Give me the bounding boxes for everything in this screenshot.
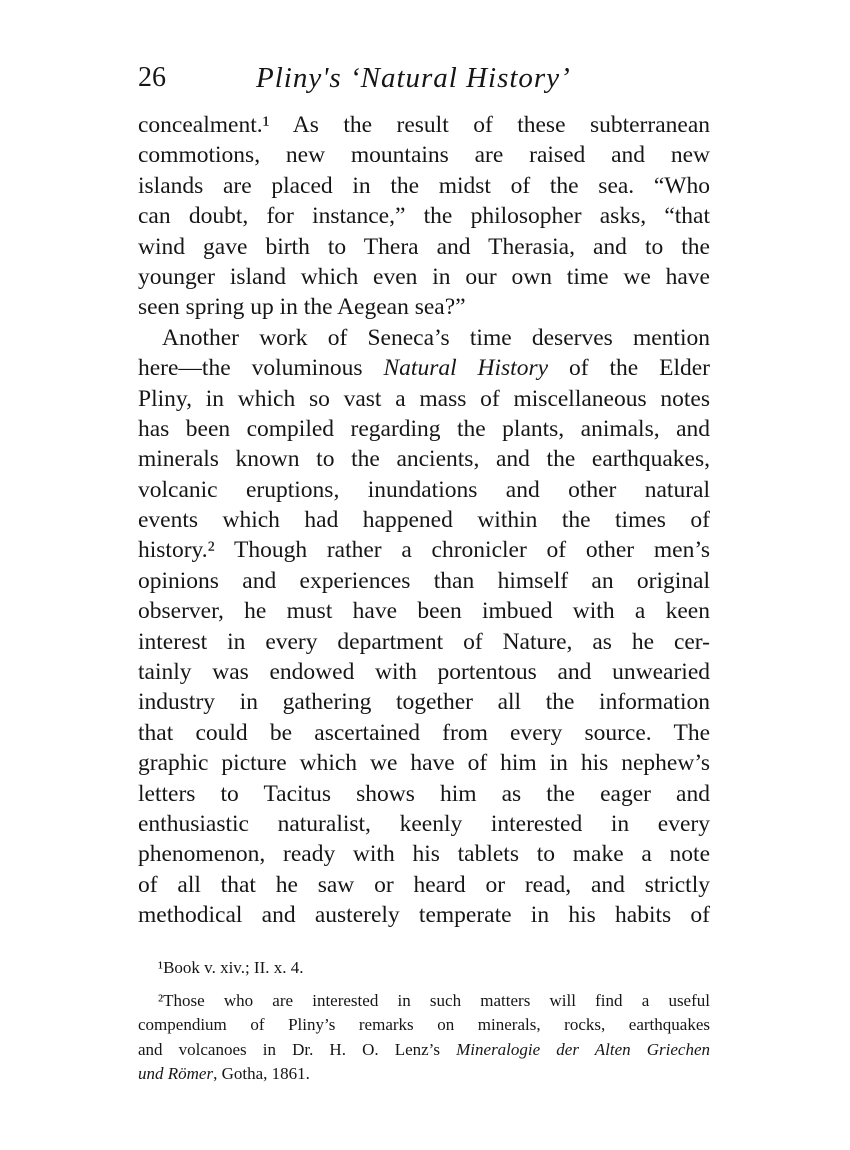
footnotes bbox=[138, 956, 710, 1087]
text-line: concealment.¹ As the result of these subterranean bbox=[138, 112, 710, 138]
footnote-2-line: ²Those who are interested in such matters will find a useful bbox=[158, 990, 710, 1010]
running-head bbox=[138, 58, 710, 98]
text-line: younger island which even in our own time we have bbox=[138, 263, 710, 290]
text-line: letters to Tacitus shows him as the eager and bbox=[138, 780, 710, 807]
footnote-spacer bbox=[138, 981, 710, 989]
text-run: of the Elder bbox=[548, 355, 710, 382]
text-line-with-italic bbox=[138, 353, 710, 383]
text-line: observer, he must have been imbued with a keen bbox=[138, 598, 710, 625]
text-line: minerals known to the ancients, and the earthquakes, bbox=[138, 446, 710, 473]
text-line: graphic picture which we have of him in his nephew’s bbox=[138, 750, 710, 777]
footnote-1: ¹Book v. xiv.; II. x. 4. bbox=[158, 958, 304, 977]
text-line: has been compiled regarding the plants, animals, and bbox=[138, 415, 710, 442]
text-line: opinions and experiences than himself an original bbox=[138, 567, 710, 594]
text-line: volcanic eruptions, inundations and other natural bbox=[138, 476, 710, 503]
text-line: events which had happened within the times of bbox=[138, 507, 710, 534]
text-line: phenomenon, ready with his tablets to make a note bbox=[138, 841, 710, 868]
italic-title: und Römer bbox=[138, 1064, 214, 1083]
text-line: Pliny, in which so vast a mass of miscellaneous notes bbox=[138, 385, 710, 412]
footnote-2-line-with-italic bbox=[138, 1062, 710, 1087]
footnote-2-line-with-italic bbox=[138, 1038, 710, 1063]
text-line: industry in gathering together all the information bbox=[138, 689, 710, 716]
running-title: Pliny's ‘Natural History’ bbox=[256, 62, 571, 94]
text-line: tainly was endowed with portentous and unwearied bbox=[138, 659, 710, 686]
text-line: can doubt, for instance,” the philosopher asks, “that bbox=[138, 203, 710, 230]
text-line: commotions, new mountains are raised and new bbox=[138, 142, 710, 169]
text-run: , Gotha, 1861. bbox=[213, 1064, 310, 1083]
text-line: methodical and austerely temperate in his habits of bbox=[138, 902, 710, 929]
text-line: history.² Though rather a chronicler of other men’s bbox=[138, 537, 710, 564]
italic-title: Mineralogie der Alten Griechen bbox=[456, 1039, 710, 1059]
text-line: that could be ascertained from every source. The bbox=[138, 719, 710, 746]
text-line: enthusiastic naturalist, keenly interested in every bbox=[138, 810, 710, 837]
body-text bbox=[138, 110, 710, 931]
text-line: interest in every department of Nature, as he cer- bbox=[138, 628, 710, 655]
text-run: here—the voluminous bbox=[138, 355, 384, 382]
text-line: seen spring up in the Aegean sea?” bbox=[138, 294, 466, 321]
text-line: wind gave birth to Thera and Therasia, and to the bbox=[138, 233, 710, 260]
footnote-2-line: compendium of Pliny’s remarks on minerals, rocks, earthquakes bbox=[138, 1015, 710, 1034]
text-line: of all that he saw or heard or read, and strictly bbox=[138, 871, 710, 898]
italic-title: Natural History bbox=[383, 355, 549, 382]
text-run: and volcanoes in Dr. H. O. Lenz’s bbox=[138, 1039, 457, 1059]
text-line: islands are placed in the midst of the sea. “Who bbox=[138, 172, 710, 199]
page-number: 26 bbox=[138, 62, 166, 93]
text-line: Another work of Seneca’s time deserves mention bbox=[162, 324, 710, 351]
